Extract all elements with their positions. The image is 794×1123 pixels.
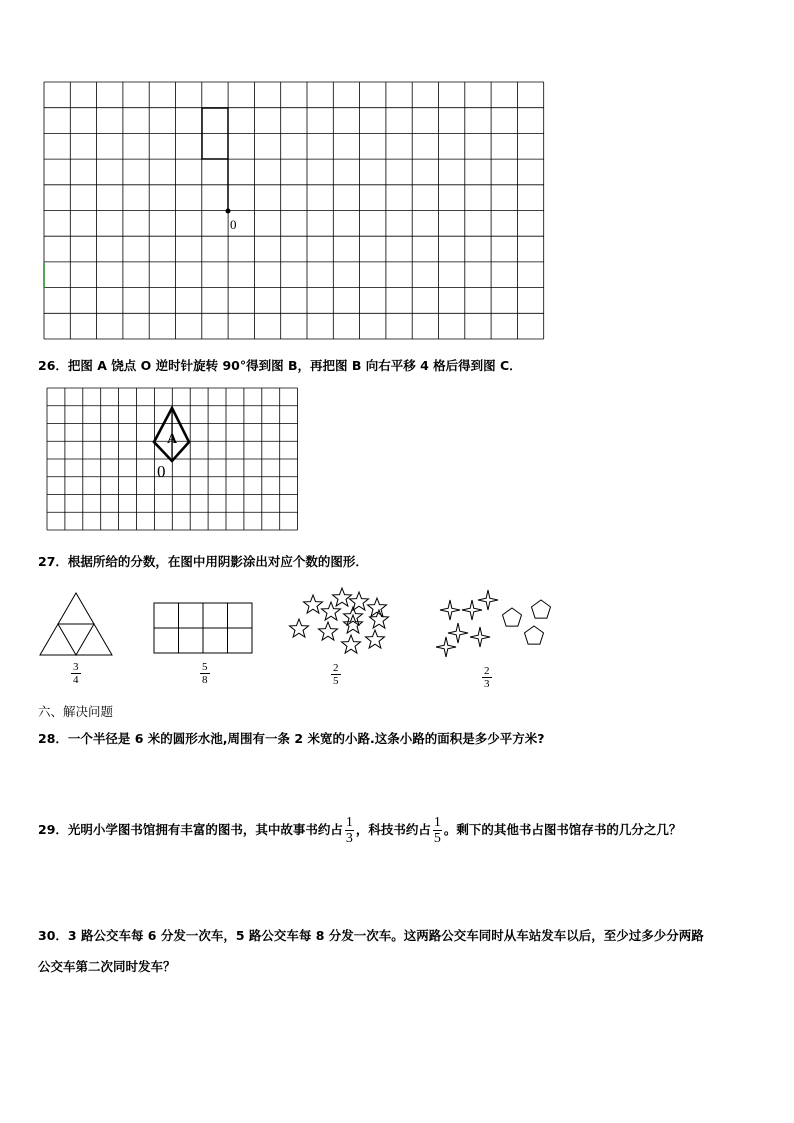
stars-group-figure [285,580,395,660]
section-6-title: 六、解决问题 [38,704,114,719]
question-26-text: 26．把图 A 饶点 O 逆时针旋转 90°得到图 B，再把图 B 向右平移 4 格后得到图 C． [38,358,522,373]
pentagon-1 [503,608,522,626]
point-o [226,209,231,214]
question-30-line2: 公交车第二次同时发车？ [38,959,176,974]
sparkle-1 [440,600,460,620]
question-28-text: 28．一个半径是 6 米的圆形水池,周围有一条 2 米宽的小路.这条小路的面积是多少平方米? [38,731,545,746]
star-2 [333,588,352,606]
star-6 [368,598,387,616]
sparkle-2 [462,600,482,620]
fraction-3-4: $\frac{3}{4}$ [73,661,79,686]
rectangle-grid-figure [152,602,256,656]
star-7 [290,619,309,637]
sparkle-6 [436,637,456,657]
sparkle-4 [448,623,468,643]
star-9 [344,615,363,633]
star-8 [319,622,338,640]
question-30-line1: 30．3 路公交车每 6 分发一次车，5 路公交车每 8 分发一次车。这两路公交车同时从车站发车以后，至少过多少分两路 [38,928,704,943]
question-29-text: 29．光明小学图书馆拥有丰富的图书，其中故事书约占 $\frac{1}{3}$ ，科技书约占 $\frac{1}{5}$ 。剩下的其他书占图书馆存书的几分之几？ [38,815,682,846]
fraction-2-3: $\frac{2}{3}$ [484,665,490,690]
point-o-label-26: 0 [157,462,166,481]
pentagon-3 [525,626,544,644]
star-11 [342,635,361,653]
sparkle-3 [478,590,498,610]
fraction-1-5: $\frac{1}{5}$ [433,815,441,846]
top-grid-figure [0,0,794,350]
fraction-5-8: $\frac{5}{8}$ [202,661,208,686]
sparkles-pentagons-figure [430,585,560,665]
fraction-1-3: $\frac{1}{3}$ [345,815,353,846]
q26-grid-figure [0,380,320,540]
pentagon-2 [532,600,551,618]
point-o-label: 0 [230,217,237,232]
question-27-text: 27．根据所给的分数，在图中用阴影涂出对应个数的图形． [38,554,368,569]
star-1 [304,595,323,613]
sparkle-5 [470,627,490,647]
triangle-figure [38,590,118,660]
shape-a-label: A [167,432,178,447]
star-12 [366,630,385,648]
top-grid [44,82,544,339]
fraction-2-5: $\frac{2}{5}$ [333,662,339,687]
